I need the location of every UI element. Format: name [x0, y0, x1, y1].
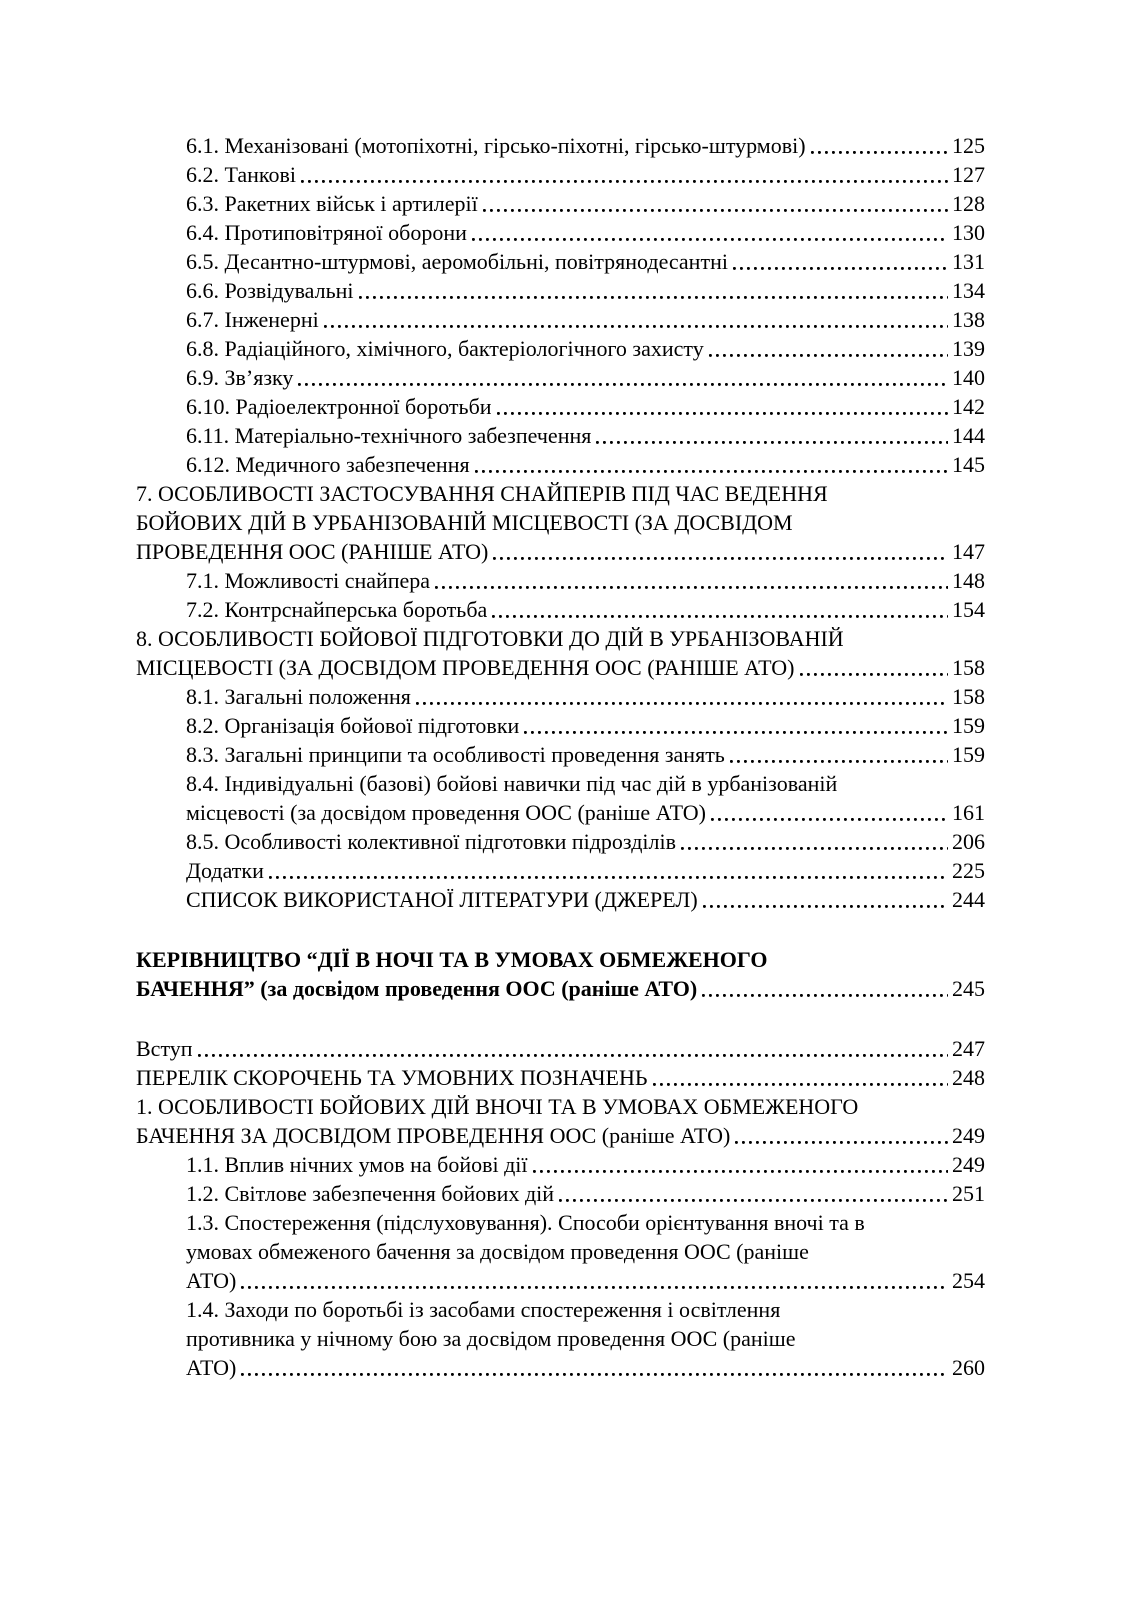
toc-line — [186, 711, 985, 740]
toc-entry — [136, 305, 985, 334]
toc-entry — [136, 624, 985, 682]
dot-leader — [533, 1170, 948, 1174]
dot-leader — [709, 354, 948, 358]
toc-line — [136, 1092, 985, 1121]
dot-leader — [492, 615, 948, 619]
page-number: 148 — [952, 568, 985, 593]
toc-entry — [136, 1063, 985, 1092]
dot-leader — [681, 847, 948, 851]
toc-line — [136, 945, 985, 974]
toc-entry-text: СПИСОК ВИКОРИСТАНОЇ ЛІТЕРАТУРИ (ДЖЕРЕЛ) — [186, 887, 698, 912]
page-number: 139 — [952, 336, 985, 361]
toc-line — [136, 1121, 985, 1150]
dot-leader — [730, 760, 948, 764]
toc-entry — [136, 131, 985, 160]
page-number: 140 — [952, 365, 985, 390]
page-number: 254 — [952, 1268, 985, 1293]
toc-entry — [136, 856, 985, 885]
page-number: 248 — [952, 1065, 985, 1090]
toc-entry — [136, 363, 985, 392]
toc-line — [186, 1179, 985, 1208]
toc-line — [186, 566, 985, 595]
toc-entry — [136, 740, 985, 769]
dot-leader — [198, 1054, 948, 1058]
toc-line — [136, 508, 985, 537]
table-of-contents — [136, 131, 985, 1382]
toc-line — [136, 1063, 985, 1092]
toc-entry-text: 6.5. Десантно-штурмові, аеромобільні, повітрянодесантні — [186, 249, 728, 274]
toc-entry-text: 1.4. Заходи по боротьбі із засобами спостереження і освітлення — [186, 1297, 781, 1322]
page-number: 260 — [952, 1355, 985, 1380]
toc-line — [186, 827, 985, 856]
toc-entry-text: 6.12. Медичного забезпечення — [186, 452, 470, 477]
page-number: 159 — [952, 742, 985, 767]
toc-line — [186, 334, 985, 363]
toc-entry — [136, 566, 985, 595]
page-number: 125 — [952, 133, 985, 158]
toc-entry-text: 7.2. Контрснайперська боротьба — [186, 597, 488, 622]
toc-entry-text: МІСЦЕВОСТІ (ЗА ДОСВІДОМ ПРОВЕДЕННЯ ООС (РАНІШЕ АТО) — [136, 655, 795, 680]
dot-leader — [241, 1373, 948, 1377]
dot-leader — [497, 412, 948, 416]
dot-leader — [811, 151, 948, 155]
dot-leader — [703, 905, 948, 909]
toc-line — [186, 131, 985, 160]
page-number: 142 — [952, 394, 985, 419]
toc-entry-text: БАЧЕННЯ ЗА ДОСВІДОМ ПРОВЕДЕННЯ ООС (раніше АТО) — [136, 1123, 731, 1148]
toc-entry-text: 7.1. Можливості снайпера — [186, 568, 431, 593]
toc-line — [136, 537, 985, 566]
toc-line — [136, 624, 985, 653]
toc-entry-text: противника у нічному бою за досвідом проведення ООС (раніше — [186, 1326, 796, 1351]
toc-line — [186, 1150, 985, 1179]
toc-entry-text: 8.5. Особливості колективної підготовки підрозділів — [186, 829, 677, 854]
page-number: 245 — [952, 976, 985, 1001]
toc-entry — [136, 1179, 985, 1208]
toc-entry-text: 6.4. Протиповітряної оборони — [186, 220, 467, 245]
toc-line — [186, 885, 985, 914]
toc-entry-text: 6.6. Розвідувальні — [186, 278, 354, 303]
dot-leader — [475, 470, 948, 474]
page-number: 158 — [952, 655, 985, 680]
toc-entry — [136, 682, 985, 711]
page-number: 251 — [952, 1181, 985, 1206]
dot-leader — [359, 296, 948, 300]
toc-line — [186, 740, 985, 769]
toc-entry-text: 6.3. Ракетних військ і артилерії — [186, 191, 478, 216]
dot-leader — [269, 876, 948, 880]
page-number: 154 — [952, 597, 985, 622]
toc-entry — [136, 769, 985, 827]
toc-entry-text: 6.9. Зв’язку — [186, 365, 294, 390]
toc-entry — [136, 276, 985, 305]
toc-line — [186, 1208, 985, 1237]
toc-entry-text: ПЕРЕЛІК СКОРОЧЕНЬ ТА УМОВНИХ ПОЗНАЧЕНЬ — [136, 1065, 648, 1090]
dot-leader — [702, 994, 948, 998]
toc-entry — [136, 1295, 985, 1382]
page-number: 249 — [952, 1152, 985, 1177]
toc-line — [186, 769, 985, 798]
toc-line — [186, 189, 985, 218]
toc-line — [186, 305, 985, 334]
toc-entry-text: ПРОВЕДЕННЯ ООС (РАНІШЕ АТО) — [136, 539, 489, 564]
toc-entry — [136, 334, 985, 363]
toc-line — [186, 392, 985, 421]
dot-leader — [735, 1141, 948, 1145]
toc-entry-text: 6.2. Танкові — [186, 162, 296, 187]
toc-entry — [136, 479, 985, 566]
toc-line — [186, 798, 985, 827]
toc-entry-text: Вступ — [136, 1036, 193, 1061]
toc-entry — [136, 421, 985, 450]
dot-leader — [596, 441, 948, 445]
toc-line — [186, 595, 985, 624]
toc-entry-text: 8.4. Індивідуальні (базові) бойові навички під час дій в урбанізованій — [186, 771, 838, 796]
toc-entry — [136, 392, 985, 421]
dot-leader — [800, 673, 949, 677]
toc-entry-text: Додатки — [186, 858, 264, 883]
toc-entry-text: 6.1. Механізовані (мотопіхотні, гірсько-піхотні, гірсько-штурмові) — [186, 133, 806, 158]
dot-leader — [653, 1083, 949, 1087]
toc-entry-text: 1. ОСОБЛИВОСТІ БОЙОВИХ ДІЙ ВНОЧІ ТА В УМОВАХ ОБМЕЖЕНОГО — [136, 1094, 859, 1119]
dot-leader — [301, 180, 948, 184]
toc-entry — [136, 218, 985, 247]
toc-entry-text: 6.11. Матеріально-технічного забезпечення — [186, 423, 592, 448]
toc-line — [186, 682, 985, 711]
page-number: 225 — [952, 858, 985, 883]
toc-entry-text: 8.2. Організація бойової підготовки — [186, 713, 520, 738]
dot-leader — [711, 818, 948, 822]
toc-entry — [136, 1150, 985, 1179]
toc-line — [186, 1295, 985, 1324]
page-number: 144 — [952, 423, 985, 448]
page-number: 131 — [952, 249, 985, 274]
toc-line — [186, 1237, 985, 1266]
dot-leader — [524, 731, 948, 735]
toc-line — [186, 1324, 985, 1353]
toc-line — [136, 479, 985, 508]
dot-leader — [241, 1286, 948, 1290]
toc-entry-text: 1.2. Світлове забезпечення бойових дій — [186, 1181, 555, 1206]
toc-line — [136, 653, 985, 682]
toc-entry-text: 6.10. Радіоелектронної боротьби — [186, 394, 492, 419]
page-number: 247 — [952, 1036, 985, 1061]
page-number: 130 — [952, 220, 985, 245]
page-number: 249 — [952, 1123, 985, 1148]
toc-line — [136, 1034, 985, 1063]
toc-entry — [136, 711, 985, 740]
dot-leader — [472, 238, 948, 242]
toc-entry-text: 8. ОСОБЛИВОСТІ БОЙОВОЇ ПІДГОТОВКИ ДО ДІЙ В УРБАНІЗОВАНІЙ — [136, 626, 844, 651]
dot-leader — [493, 557, 948, 561]
toc-line — [186, 856, 985, 885]
toc-entry-text: 7. ОСОБЛИВОСТІ ЗАСТОСУВАННЯ СНАЙПЕРІВ ПІД ЧАС ВЕДЕННЯ — [136, 481, 828, 506]
toc-line — [186, 421, 985, 450]
toc-entry-text: 6.8. Радіаційного, хімічного, бактеріологічного захисту — [186, 336, 704, 361]
page-number: 145 — [952, 452, 985, 477]
page-number: 147 — [952, 539, 985, 564]
dot-leader — [324, 325, 948, 329]
dot-leader — [416, 702, 948, 706]
toc-entry-text: умовах обмеженого бачення за досвідом проведення ООС (раніше — [186, 1239, 809, 1264]
toc-entry-text: 8.3. Загальні принципи та особливості проведення занять — [186, 742, 725, 767]
dot-leader — [435, 586, 948, 590]
toc-entry-text: 6.7. Інженерні — [186, 307, 319, 332]
toc-entry-text: 8.1. Загальні положення — [186, 684, 411, 709]
toc-line — [186, 218, 985, 247]
page-number: 138 — [952, 307, 985, 332]
page-number: 159 — [952, 713, 985, 738]
toc-entry-text: 1.3. Спостереження (підслуховування). Способи орієнтування вночі та в — [186, 1210, 865, 1235]
toc-line — [136, 974, 985, 1003]
toc-line — [186, 276, 985, 305]
toc-entry — [136, 885, 985, 914]
toc-entry — [136, 189, 985, 218]
page-number: 128 — [952, 191, 985, 216]
page-number: 206 — [952, 829, 985, 854]
page-number: 158 — [952, 684, 985, 709]
toc-entry — [136, 945, 985, 1003]
toc-line — [186, 450, 985, 479]
page-number: 244 — [952, 887, 985, 912]
toc-line — [186, 247, 985, 276]
toc-entry-text: 1.1. Вплив нічних умов на бойові дії — [186, 1152, 528, 1177]
dot-leader — [559, 1199, 948, 1203]
page-number: 134 — [952, 278, 985, 303]
toc-entry — [136, 827, 985, 856]
toc-entry — [136, 1208, 985, 1295]
toc-entry — [136, 160, 985, 189]
toc-line — [186, 363, 985, 392]
toc-entry-text: БАЧЕННЯ” (за досвідом проведення ООС (раніше АТО) — [136, 976, 698, 1001]
toc-entry-text: місцевості (за досвідом проведення ООС (раніше АТО) — [186, 800, 706, 825]
toc-entry-text: АТО) — [186, 1355, 237, 1380]
toc-entry — [136, 450, 985, 479]
dot-leader — [483, 209, 948, 213]
toc-entry-text: КЕРІВНИЦТВО “ДІЇ В НОЧІ ТА В УМОВАХ ОБМЕЖЕНОГО — [136, 947, 768, 972]
toc-line — [186, 1266, 985, 1295]
dot-leader — [298, 383, 948, 387]
toc-entry — [136, 595, 985, 624]
toc-entry — [136, 247, 985, 276]
page-number: 161 — [952, 800, 985, 825]
toc-line — [186, 1353, 985, 1382]
dot-leader — [733, 267, 948, 271]
toc-line — [186, 160, 985, 189]
toc-entry-text: БОЙОВИХ ДІЙ В УРБАНІЗОВАНІЙ МІСЦЕВОСТІ (ЗА ДОСВІДОМ — [136, 510, 793, 535]
toc-entry — [136, 1034, 985, 1063]
toc-entry — [136, 1092, 985, 1150]
toc-entry-text: АТО) — [186, 1268, 237, 1293]
page-number: 127 — [952, 162, 985, 187]
